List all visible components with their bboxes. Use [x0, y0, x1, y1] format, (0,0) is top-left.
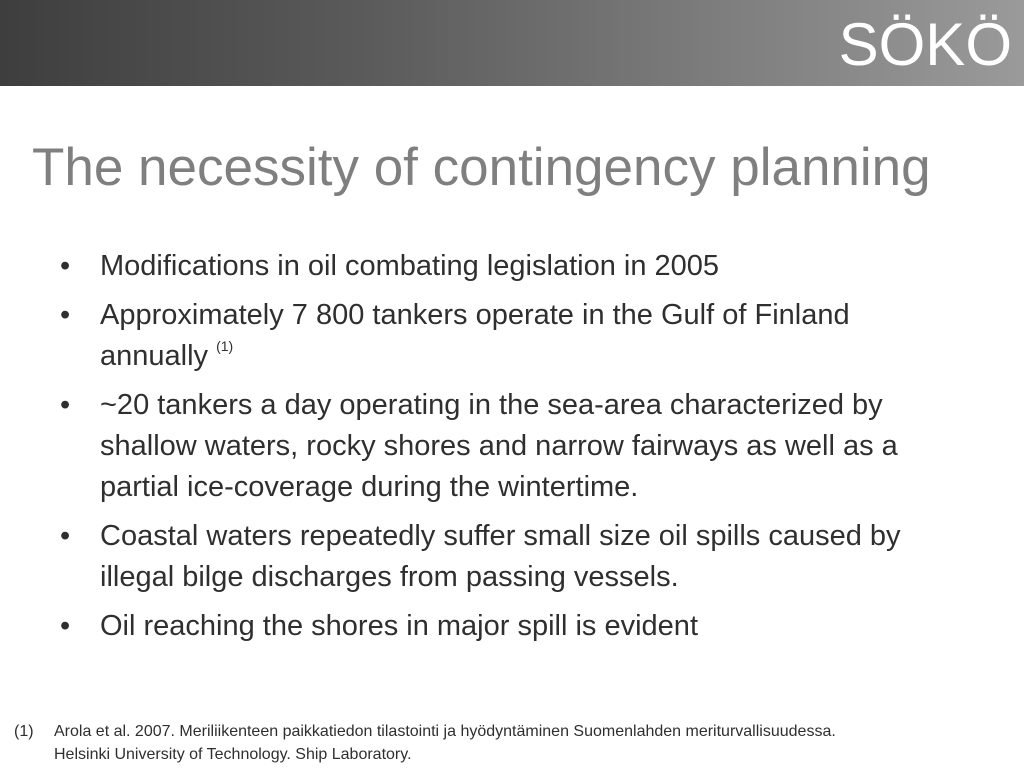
bullet-item	[0, 606, 960, 647]
bullet-item	[0, 385, 960, 508]
footnote	[14, 720, 1024, 766]
bullet-text: ~20 tankers a day operating in the sea-area characterized by shallow waters, rocky shores and narrow fairways as well as a partial ice-coverage during the wintertime.	[100, 389, 898, 503]
footnote-marker: (1)	[14, 723, 34, 740]
bullet-icon: •	[60, 250, 71, 282]
bullet-icon: •	[60, 389, 71, 421]
bullet-text: Coastal waters repeatedly suffer small size oil spills caused by illegal bilge discharges from passing vessels.	[100, 520, 901, 593]
bullet-list	[0, 246, 1000, 655]
brand-logo-text: SÖKÖ	[838, 11, 1012, 78]
bullet-text: Approximately 7 800 tankers operate in the Gulf of Finland annually	[100, 299, 850, 372]
bullet-item	[0, 295, 960, 377]
footnote-line-2: Helsinki University of Technology. Ship Laboratory.	[54, 746, 412, 763]
bullet-icon: •	[60, 299, 71, 331]
bullet-text: Modifications in oil combating legislation in 2005	[100, 250, 720, 282]
bullet-icon: •	[60, 610, 71, 642]
bullet-item	[0, 516, 960, 598]
bullet-text: Oil reaching the shores in major spill is evident	[100, 610, 698, 642]
bullet-item	[0, 246, 960, 287]
header-bar	[0, 0, 1024, 86]
slide-title: The necessity of contingency planning	[32, 138, 931, 197]
bullet-icon: •	[60, 520, 71, 552]
footnote-line-1: Arola et al. 2007. Meriliikenteen paikkatiedon tilastointi ja hyödyntäminen Suomenlahden meriturvallisuudessa.	[54, 723, 836, 740]
footnote-reference: (1)	[216, 338, 234, 354]
